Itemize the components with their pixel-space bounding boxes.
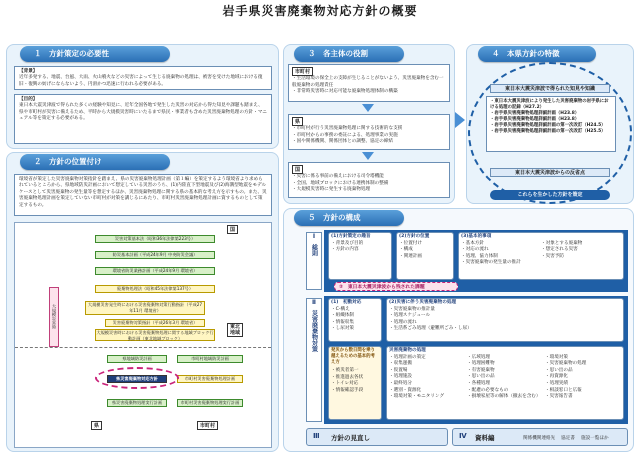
process-item: ・ 損壊家屋等の解体（撤去を含む）: [467, 394, 543, 401]
part1-col2-item: ・ 構成: [399, 247, 451, 254]
background-text: 近年多発する、地震、台風、大雨、火山噴火などの災害によって生じる廃棄物の処理は、被害を受けた地域における復旧・復興の妨げにならないよう、円滑かつ迅速に行われる必要がある。: [19, 75, 263, 87]
part1-col1-head: (1)方針策定の趣旨: [331, 234, 371, 239]
flow-ken-exec: 県災害廃棄物処理実行計画: [107, 399, 167, 407]
basic-concept-item: ・ 推進過去各状: [331, 375, 379, 382]
section3-heading: ３ 各主体の役割: [294, 46, 404, 62]
process-item: ・ 広域処理: [467, 355, 543, 362]
disposal-item: ・ 処理の流れ: [389, 320, 621, 327]
part1-highlight: ② 東日本大震災津波から残された課題: [334, 282, 458, 291]
part1-col3-item: ・ 基本方針: [461, 241, 541, 248]
process-grid: [389, 355, 621, 401]
record-item: ・ 岩手県災害廃棄物処理詳細計画（H23.8）: [490, 111, 612, 117]
lessons-band: 東日本大震災津波からの反省点: [490, 168, 610, 177]
flow-city-policy: 市町村災害廃棄物処理計画: [177, 375, 243, 383]
background-label: 【背景】: [19, 69, 38, 74]
process-item: ・ 最終処分: [389, 381, 465, 388]
flow-moe-plan: 環境省防災業務計画（平成24年9月 環境省）: [95, 267, 215, 275]
part1-col2-item: ・ 関連計画: [399, 254, 451, 261]
process-box: [386, 346, 624, 420]
page-title: 岩手県災害廃棄物対応方針の概要: [222, 4, 418, 18]
initial-response-box: [328, 298, 382, 342]
disposal-item: ・ 災害廃棄物の推計量: [389, 307, 621, 314]
part1-col3-item: ・ 処理、協力体制: [461, 254, 541, 261]
flow-guideline: 災害廃棄物対策指針（平成26年3月 環境省）: [105, 319, 205, 327]
part2-roman: [306, 298, 322, 422]
city-role-item: ・ 生活環境の保全上の支障が生じることがないよう、災害廃棄物を含む一般廃棄物の処理責任: [292, 76, 446, 89]
city-role-box: [288, 64, 450, 102]
process-item: ・ 仮置場: [389, 368, 465, 375]
ken-tag: 県: [91, 421, 102, 430]
process-col3: [545, 355, 621, 401]
process-col1: [389, 355, 465, 401]
part1-col3-item: ・ 想定される災害: [541, 247, 621, 254]
flow-ken-policy: 県災害廃棄物対応方針: [107, 375, 167, 383]
part1-col3-list: [461, 241, 621, 267]
city-tag: 市町村: [197, 421, 218, 430]
part1-roman: [306, 232, 322, 290]
initial-response-item: ・ 組織体制: [331, 313, 379, 320]
part2-label: 災害廃棄物対策: [310, 310, 318, 352]
nation-role-item: ・ 全国、地域ブロックにおける連携体制の整備: [292, 181, 446, 188]
result-band: これらを生かした方針を策定: [490, 190, 610, 200]
pref-role-list: [292, 126, 446, 146]
process-item: ・ 災害廃棄物の処理: [545, 361, 621, 368]
flow-side-label: 大規模災害時: [49, 287, 59, 347]
kuni-tag: 国: [227, 225, 238, 234]
section4-heading: ４ 本県方針の特徴: [478, 46, 596, 62]
initial-response-item: ・ C-構え: [331, 307, 379, 314]
nation-role-tag: 国: [292, 165, 303, 174]
flowchart: [14, 222, 272, 448]
process-item: ・ 各種処理: [467, 381, 543, 388]
part1-col3: [458, 232, 624, 280]
disposal-head: (2)災害に伴う災害廃棄物の処理: [389, 300, 457, 305]
purpose-box: [14, 94, 272, 144]
arrow-down-icon: [362, 152, 374, 160]
purpose-text: 東日本大震災津波で得られた多くの経験や知見に、近年全国各地で発生した災害の対応から得た知見や課題も踏まえ、県や市町村が災害に備えるため、平時から大規模災害時にいたるまで県民・事業者も含めた災害廃棄物処理の方針・マニュアル等を策定する必要がある。: [19, 103, 267, 122]
nation-role-item: ・ 大規模災害時に発生する廃棄物処理: [292, 187, 446, 194]
part4-item: 協定書: [561, 436, 575, 441]
part3-label: 方針の見直し: [331, 434, 370, 442]
knowledge-band: 東日本大震災津波で得られた知見や知識: [490, 84, 610, 93]
city-role-list: [292, 76, 446, 96]
process-item: ・ 処理実績: [545, 381, 621, 388]
record-item: ・ 東日本大震災津波により発生した災害廃棄物の岩手県における処理の記録（H27.2）: [490, 99, 612, 111]
record-item: ・ 岩手県災害廃棄物処理詳細計画の第一次改訂（H24.5）: [490, 123, 612, 129]
nation-role-item: ・ 災害に係る事前の備えにおける司令塔機能: [292, 174, 446, 181]
section2-heading: ２ 方針の位置付け: [20, 154, 170, 170]
part1-col2-item: ・ 位置付け: [399, 241, 451, 248]
process-item: ・ 環境対策・モニタリング: [389, 394, 465, 401]
part4-row: [452, 428, 628, 446]
part1-col1: [328, 232, 392, 280]
part1-col3-item: ・ 災害廃棄物の発生量の推計: [461, 260, 541, 267]
process-col2: [467, 355, 543, 401]
part4-label: 資料編: [475, 434, 495, 442]
position-text: 環境省が策定した災害廃棄物対策指針を踏まえ、県の災害廃棄物処理計画（第１編）を策定するよう環境省より求められているところから、県地域防災計画において想定している災害のうち、(1)内陸直下型地震及び(2)海溝型地震をモデルケースとして災害廃棄物の発生量等を想定するほか、災害廃棄物処理に関する県の基本的な考え方を示すもの。また、災害廃棄物処理計画を策定していない市町村が対策を講じるにあたり、市町村災害廃棄物処理計画に資するものとして策定するもの。: [19, 177, 267, 208]
part1-col3-item: ・ 対応の流れ: [461, 247, 541, 254]
basic-concept-list: [331, 368, 379, 394]
purpose-label: 【目的】: [19, 97, 38, 102]
process-item: ・ 配慮の必要なもの: [467, 388, 543, 395]
initial-response-head: (1) 初動対応: [331, 300, 362, 305]
process-item: ・ 思い出の品: [467, 374, 543, 381]
record-item: ・ 岩手県災害廃棄物処理詳細計画の第一次改訂（H25.5）: [490, 129, 612, 135]
part1-col3-item: ・ 災害予防: [541, 254, 621, 261]
flow-ken-plan: 県地域防災計画: [107, 355, 167, 363]
process-item: ・ 処理困難物: [467, 361, 543, 368]
records-box: [486, 96, 616, 152]
background-box: [14, 66, 272, 90]
record-item: ・ 岩手県災害廃棄物処理詳細計画（H23.8）: [490, 117, 612, 123]
pref-role-item: ・ 市町村からの事務の委託による、処理事業の実施: [292, 133, 446, 140]
flow-basic-plan: 防災基本計画（平成24年9月 中央防災会議）: [95, 251, 215, 259]
arrow-right-icon: [455, 112, 465, 128]
initial-response-item: ・ し尿対策: [331, 326, 379, 333]
part4-item: 関係機関連絡先: [523, 436, 556, 441]
part3-numeral: Ⅲ: [313, 432, 320, 440]
part1-col2: [396, 232, 454, 280]
part4-numeral: Ⅳ: [459, 432, 467, 440]
pref-role-item: ・ 市町村が行う災害廃棄物処理に関する技術的な支援: [292, 126, 446, 133]
process-item: ・ 思い出の品: [545, 368, 621, 375]
tohoku-tag: 東北 地域: [227, 323, 243, 337]
flow-divider: [15, 347, 271, 348]
process-item: ・ 相談窓口と広報: [545, 388, 621, 395]
part1-col1-item: ・ 方針の内容: [331, 247, 389, 254]
part1-col1-list: [331, 241, 389, 254]
part1-col1-item: ・ 背景及び目的: [331, 241, 389, 248]
process-item: ・ 処理計画の策定: [389, 355, 465, 362]
nation-role-list: [292, 174, 446, 194]
part1-label: 総則: [310, 244, 318, 256]
nation-role-box: [288, 162, 450, 198]
flow-highlight-ellipse: [95, 367, 179, 389]
part1-col3-item: ・ 対象とする廃棄物: [541, 241, 621, 248]
pref-role-box: [288, 114, 450, 150]
part3-row: [306, 428, 448, 446]
process-item: ・ 処理施設: [389, 374, 465, 381]
part1-col2-head: (2)方針の位置: [399, 234, 430, 239]
part1-col2-list: [399, 241, 451, 261]
basic-concept-box: [328, 346, 382, 420]
flow-block-plan: 大規模災害時における災害廃棄物処理に関する地域ブロック行動計画（東北地域ブロック）: [96, 330, 214, 341]
disposal-list: [389, 307, 621, 333]
city-role-tag: 市町村: [292, 67, 313, 76]
initial-response-item: ・ 情報収集: [331, 320, 379, 327]
flow-disaster-law: 災害対策基本法（昭和36年法律第223号）: [95, 235, 215, 243]
basic-concept-item: ・ トイレ対応: [331, 381, 379, 388]
pref-role-item: ・ 国や関係機関、関係団体との調整、協定の締結: [292, 139, 446, 146]
flow-action-guide: 大規模災害発生時における災害廃棄物対策行動指針（平成27年11月 環境省）: [85, 301, 205, 315]
records-list: [490, 99, 612, 135]
disposal-item: ・ 処理スケジュール: [389, 313, 621, 320]
flow-city-exec: 市町村災害廃棄物処理実行計画: [177, 399, 243, 407]
process-item: ・ 再資源化: [545, 374, 621, 381]
process-head: 災害廃棄物の処理: [389, 348, 426, 353]
part1-col3-head: (3)基本的事項: [461, 234, 492, 239]
part4-items: [523, 435, 609, 441]
basic-concept-item: ・ 情報確認手段: [331, 388, 379, 395]
disposal-item: ・ 生活系ごみ処理（避難所ごみ・し尿）: [389, 326, 621, 333]
basic-concept-head: 発災から数日間を乗り越えるための基本的考え方: [331, 348, 375, 365]
section5-heading: ５ 方針の構成: [294, 210, 404, 226]
flow-city-plan: 市町村地域防災計画: [177, 355, 243, 363]
disposal-box: [386, 298, 624, 342]
part4-item: 施設一覧ほか: [580, 436, 609, 441]
city-role-item: ・ 非常時災害時に対応可能な廃棄物処理体制の構築: [292, 89, 446, 96]
process-item: ・ 収集運搬: [389, 361, 465, 368]
process-item: ・ 選別・資源化: [389, 388, 465, 395]
initial-response-list: [331, 307, 379, 333]
position-text-box: [14, 174, 272, 216]
basic-concept-item: ・ 被災者第一: [331, 368, 379, 375]
part1-numeral: Ⅰ: [312, 233, 316, 240]
flow-waste-law: 廃棄物処理法（昭和45年法律第137号）: [95, 285, 215, 293]
part2-numeral: Ⅱ: [312, 299, 316, 306]
pref-role-tag: 県: [292, 117, 303, 126]
process-item: ・ 環境対策: [545, 355, 621, 362]
process-item: ・ 災害報告書: [545, 394, 621, 401]
arrow-down-icon: [362, 104, 374, 112]
process-item: ・ 有害廃棄物: [467, 368, 543, 375]
section1-heading: １ 方針策定の必要性: [20, 46, 170, 62]
